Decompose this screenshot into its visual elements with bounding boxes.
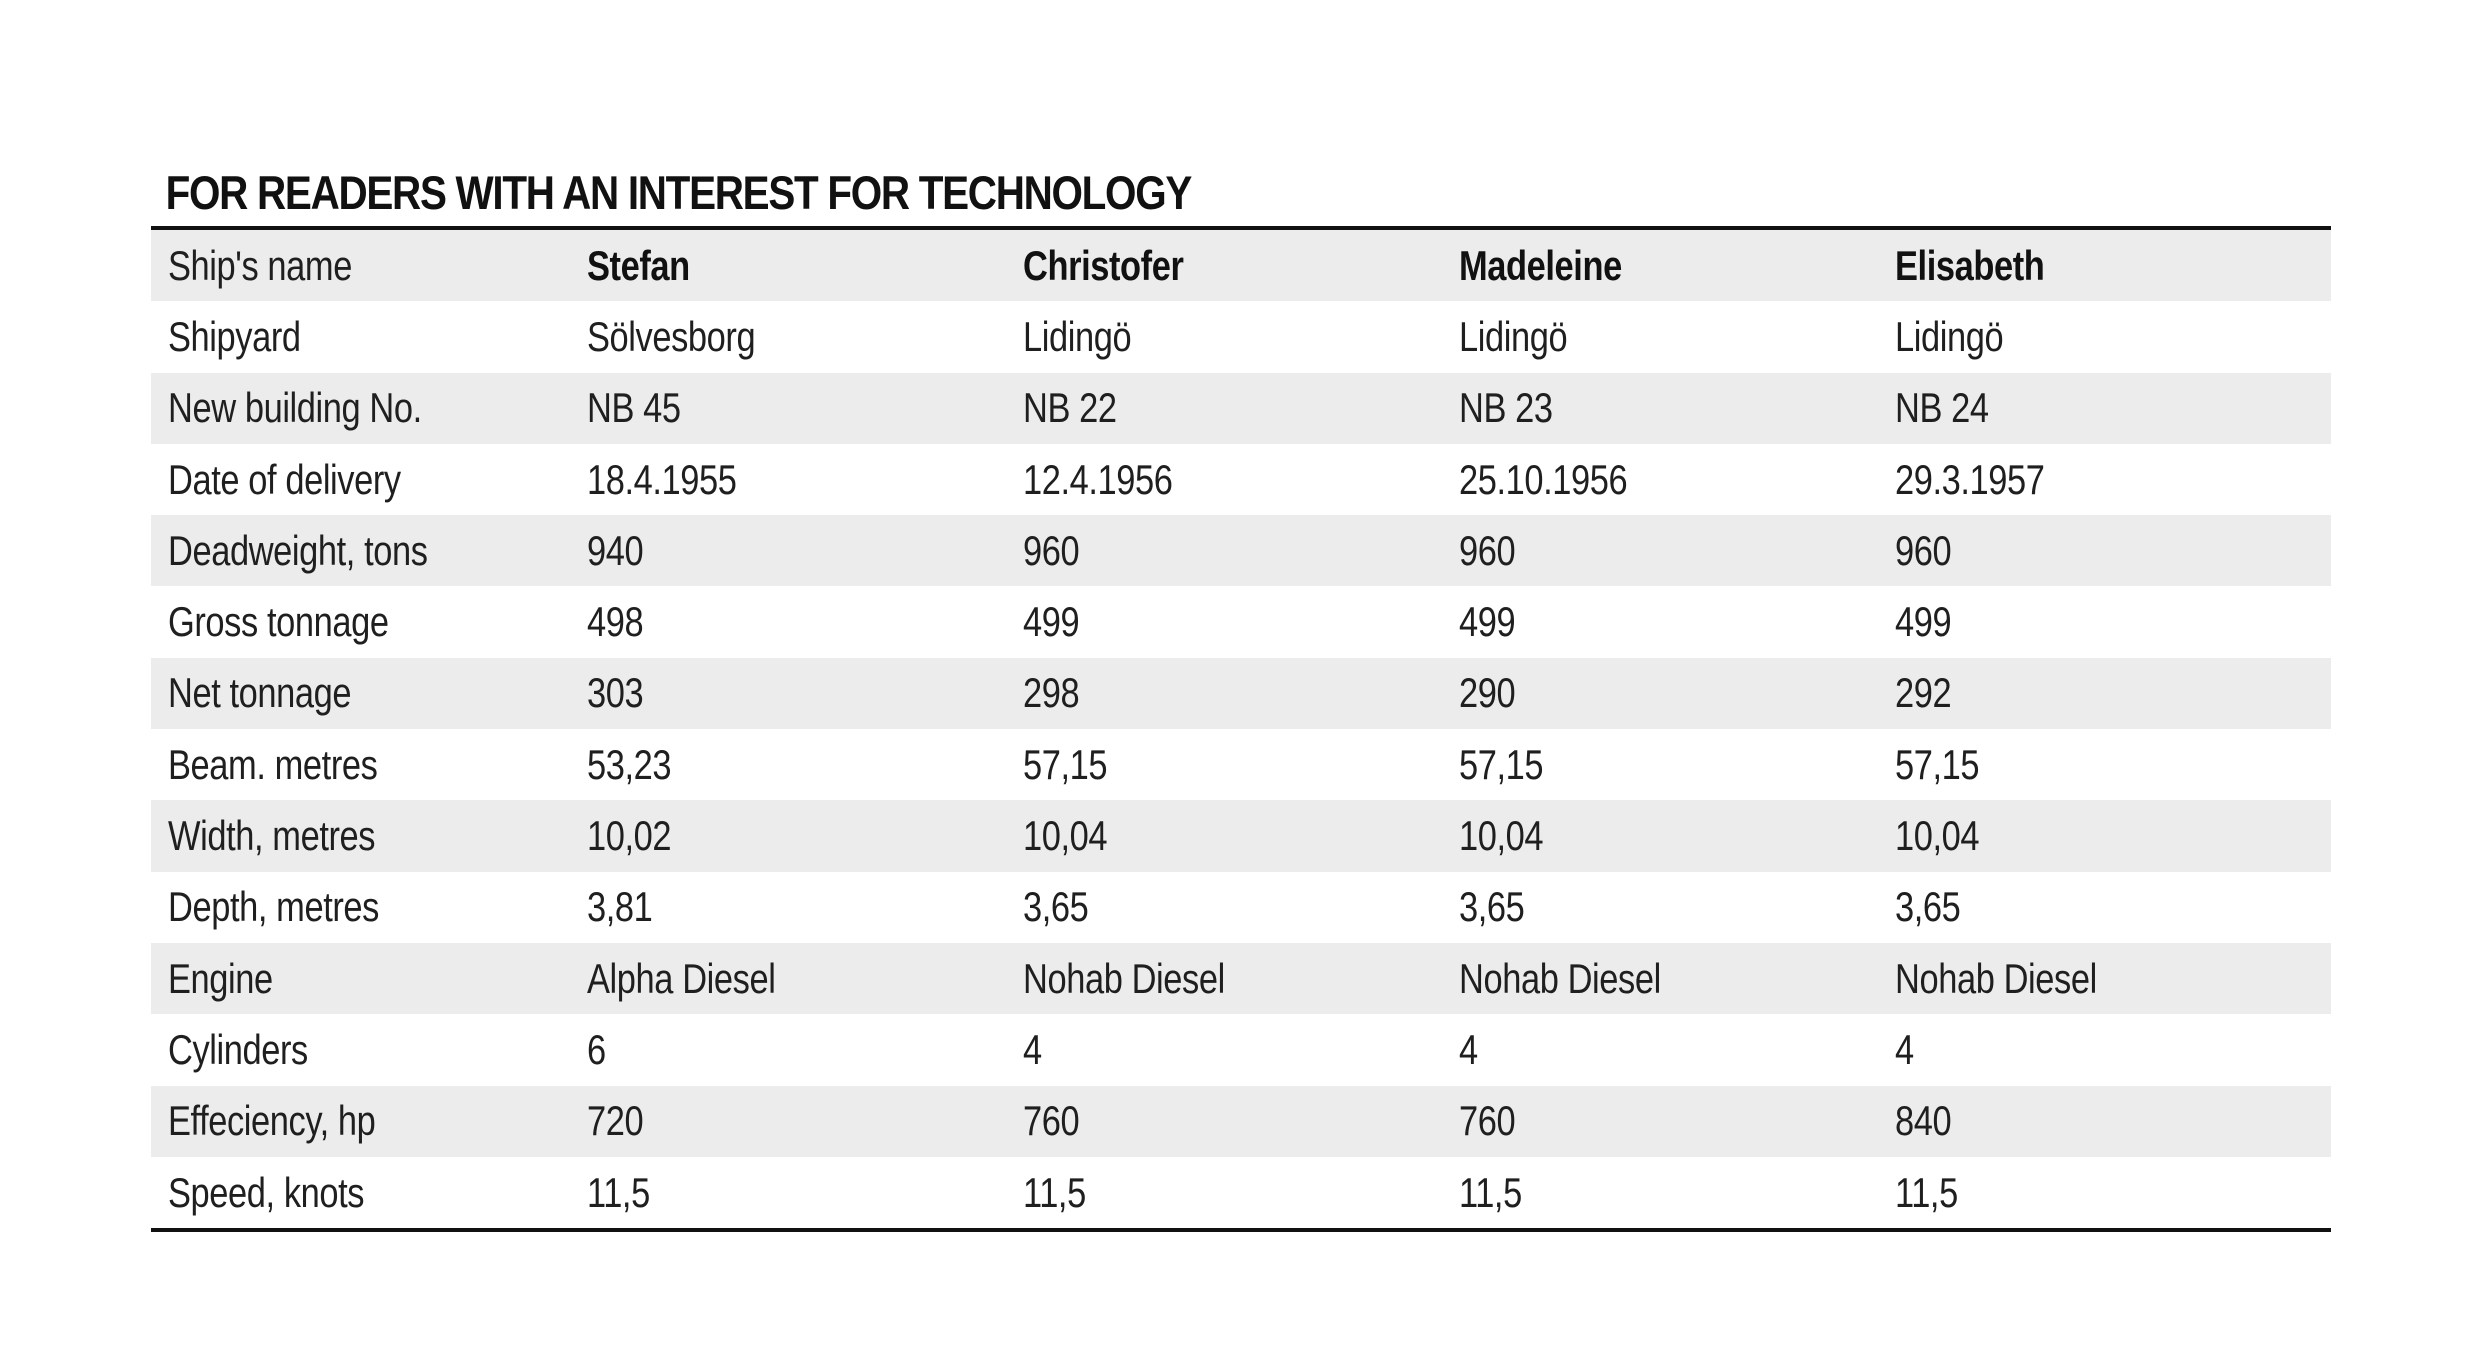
value-cell [1459,515,1895,586]
cell-value: Nohab Diesel [1895,954,2097,1002]
value-cell [1459,1014,1895,1085]
value-cell [587,872,1023,943]
value-cell [1895,658,2331,729]
cell-value: 11,5 [1895,1168,1958,1216]
ship-name: Stefan [587,241,690,289]
cell-value: 11,5 [1023,1168,1086,1216]
ship-name-cell [1023,230,1459,301]
cell-value: 53,23 [587,740,672,788]
row-label: Date of delivery [168,455,401,503]
value-cell [1895,515,2331,586]
cell-value: NB 24 [1895,384,1989,432]
cell-value: 720 [587,1097,644,1145]
row-label: Gross tonnage [168,598,389,646]
value-cell [1023,373,1459,444]
ship-name-cell [1895,230,2331,301]
cell-value: 57,15 [1895,740,1980,788]
cell-value: 499 [1895,598,1952,646]
value-cell [1459,729,1895,800]
cell-value: Lidingö [1023,312,1132,360]
table-row [151,515,2331,586]
value-cell [1895,800,2331,871]
row-label: New building No. [168,384,422,432]
value-cell [1459,586,1895,657]
cell-value: 3,81 [587,883,653,931]
cell-value: 3,65 [1459,883,1525,931]
table-row [151,444,2331,515]
row-label: Shipyard [168,312,301,360]
value-cell [1459,658,1895,729]
cell-value: 4 [1895,1025,1914,1073]
cell-value: Lidingö [1895,312,2004,360]
value-cell [1023,729,1459,800]
cell-value: 25.10.1956 [1459,455,1628,503]
cell-value: 840 [1895,1097,1952,1145]
value-cell [1459,800,1895,871]
value-cell [1023,1157,1459,1228]
value-cell [1895,444,2331,515]
value-cell [587,1086,1023,1157]
cell-value: 18.4.1955 [587,455,737,503]
cell-value: 940 [587,526,644,574]
cell-value: 10,04 [1023,812,1108,860]
cell-value: 10,04 [1459,812,1544,860]
value-cell [587,800,1023,871]
cell-value: 303 [587,669,644,717]
cell-value: 292 [1895,669,1952,717]
value-cell [587,658,1023,729]
cell-value: 499 [1023,598,1080,646]
value-cell [587,729,1023,800]
row-label: Deadweight, tons [168,526,428,574]
cell-value: 499 [1459,598,1516,646]
cell-value: NB 23 [1459,384,1553,432]
cell-value: Sölvesborg [587,312,756,360]
value-cell [1023,515,1459,586]
row-label: Effeciency, hp [168,1097,376,1145]
value-cell [587,586,1023,657]
ship-name: Elisabeth [1895,241,2045,289]
value-cell [1023,943,1459,1014]
cell-value: 298 [1023,669,1080,717]
value-cell [587,1014,1023,1085]
row-label-cell [151,444,587,515]
row-label: Engine [168,954,273,1002]
row-label: Net tonnage [168,669,352,717]
cell-value: 11,5 [1459,1168,1522,1216]
cell-value: Alpha Diesel [587,954,776,1002]
table-row [151,1014,2331,1085]
table-row [151,586,2331,657]
row-label-cell [151,373,587,444]
row-label-cell [151,586,587,657]
cell-value: 57,15 [1023,740,1108,788]
value-cell [1023,658,1459,729]
value-cell [587,444,1023,515]
bottom-rule [151,1228,2331,1232]
table-row [151,1086,2331,1157]
specs-body [151,230,2331,1228]
value-cell [1023,1086,1459,1157]
table-row [151,1157,2331,1228]
cell-value: 4 [1459,1025,1478,1073]
value-cell [587,515,1023,586]
cell-value: Nohab Diesel [1459,954,1661,1002]
header-label-cell [151,230,587,301]
row-label-cell [151,1014,587,1085]
row-label-cell [151,872,587,943]
cell-value: 760 [1023,1097,1080,1145]
cell-value: 10,04 [1895,812,1980,860]
cell-value: 6 [587,1025,606,1073]
value-cell [1895,1086,2331,1157]
cell-value: 960 [1895,526,1952,574]
cell-value: NB 22 [1023,384,1117,432]
header-label: Ship's name [168,241,352,289]
cell-value: 11,5 [587,1168,650,1216]
row-label-cell [151,1157,587,1228]
cell-value: 57,15 [1459,740,1544,788]
value-cell [1895,1157,2331,1228]
value-cell [1023,444,1459,515]
value-cell [1895,373,2331,444]
table-title: FOR READERS WITH AN INTEREST FOR TECHNOLOGY [165,166,1192,219]
row-label-cell [151,800,587,871]
row-label-cell [151,729,587,800]
value-cell [1459,444,1895,515]
value-cell [587,301,1023,372]
row-label-cell [151,943,587,1014]
value-cell [1895,943,2331,1014]
row-label: Speed, knots [168,1168,365,1216]
value-cell [1459,1157,1895,1228]
table-row [151,943,2331,1014]
cell-value: 498 [587,598,644,646]
row-label-cell [151,515,587,586]
value-cell [587,943,1023,1014]
cell-value: 3,65 [1023,883,1089,931]
value-cell [1459,301,1895,372]
ship-name-cell [587,230,1023,301]
table-row [151,301,2331,372]
cell-value: 10,02 [587,812,672,860]
row-label: Width, metres [168,812,376,860]
ship-name: Madeleine [1459,241,1622,289]
cell-value: 760 [1459,1097,1516,1145]
value-cell [1023,1014,1459,1085]
row-label-cell [151,301,587,372]
table-row [151,729,2331,800]
value-cell [1459,872,1895,943]
value-cell [1895,586,2331,657]
table-row [151,658,2331,729]
value-cell [1895,1014,2331,1085]
cell-value: 290 [1459,669,1516,717]
value-cell [1023,872,1459,943]
technology-table [151,160,2331,1232]
cell-value: NB 45 [587,384,681,432]
cell-value: Lidingö [1459,312,1568,360]
value-cell [1895,301,2331,372]
value-cell [1023,800,1459,871]
value-cell [1023,301,1459,372]
row-label-cell [151,1086,587,1157]
cell-value: 960 [1459,526,1516,574]
cell-value: 12.4.1956 [1023,455,1173,503]
row-label: Cylinders [168,1025,308,1073]
row-label: Depth, metres [168,883,379,931]
value-cell [1459,373,1895,444]
table-row [151,872,2331,943]
table-row [151,800,2331,871]
row-label: Beam. metres [168,740,378,788]
value-cell [1023,586,1459,657]
header-row [151,230,2331,301]
value-cell [1895,872,2331,943]
cell-value: 4 [1023,1025,1042,1073]
cell-value: 3,65 [1895,883,1961,931]
cell-value: 29.3.1957 [1895,455,2045,503]
value-cell [1459,943,1895,1014]
cell-value: 960 [1023,526,1080,574]
cell-value: Nohab Diesel [1023,954,1225,1002]
value-cell [1459,1086,1895,1157]
value-cell [1895,729,2331,800]
table-row [151,373,2331,444]
value-cell [587,373,1023,444]
ship-name: Christofer [1023,241,1184,289]
specs-table [151,230,2331,1228]
value-cell [587,1157,1023,1228]
ship-name-cell [1459,230,1895,301]
row-label-cell [151,658,587,729]
